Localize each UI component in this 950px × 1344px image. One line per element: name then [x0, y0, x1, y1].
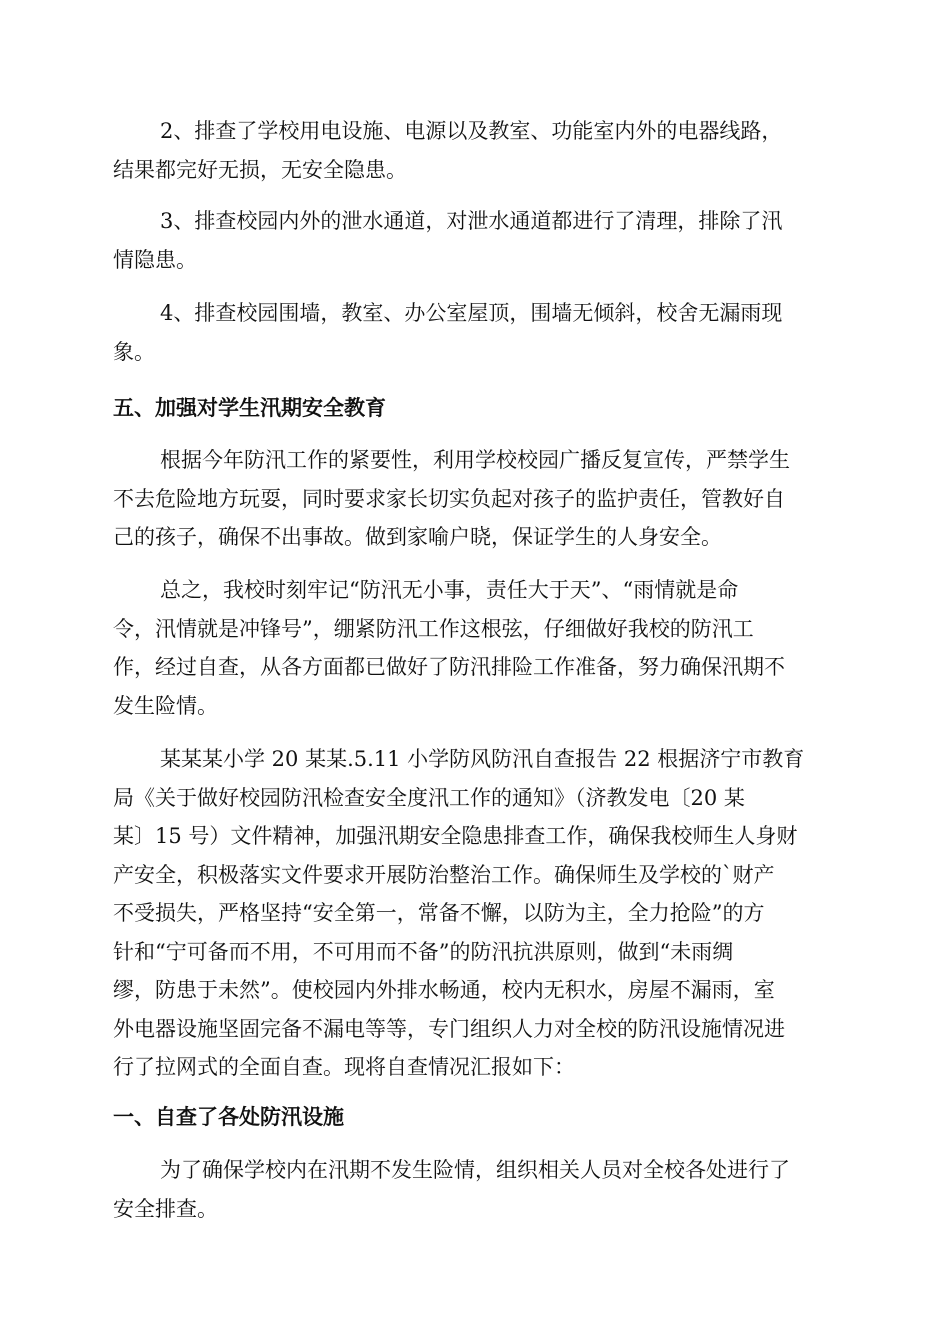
text-line: 己的孩子，确保不出事故。做到家喻户晓，保证学生的人身安全。 [113, 525, 722, 549]
text-line: 针和“宁可备而不用，不可用而不备”的防汛抗洪原则，做到“未雨绸 [113, 939, 734, 964]
text-line: 某〕15 号）文件精神，加强汛期安全隐患排查工作，确保我校师生人身财 [113, 824, 798, 848]
text-line: 缪，防患于未然”。使校园内外排水畅通，校内无积水，房屋不漏雨，室 [113, 978, 775, 1002]
text-line: 根据今年防汛工作的紧要性，利用学校校园广播反复宣传，严禁学生 [160, 448, 790, 472]
text-line: 总之，我校时刻牢记“防汛无小事，责任大于天”、“雨情就是命 [160, 578, 739, 602]
paragraph-summary [113, 571, 838, 725]
text-line: 局《关于做好校园防汛检查安全度汛工作的通知》（济教发电〔20 某 [113, 785, 745, 810]
text-line: 4、排查校园围墙，教室、办公室屋顶，围墙无倾斜，校舍无漏雨现 [160, 301, 783, 325]
text-line: 3、排查校园内外的泄水通道，对泄水通道都进行了清理，排除了汛 [160, 209, 783, 233]
text-line: 安全排查。 [113, 1196, 218, 1221]
text-line: 情隐患。 [113, 247, 197, 272]
section-heading-5: 五、加强对学生汛期安全教育 [113, 396, 386, 420]
text-line: 不受损失，严格坚持“安全第一，常备不懈，以防为主，全力抢险”的方 [113, 901, 765, 925]
text-line: 行了拉网式的全面自查。现将自查情况汇报如下： [113, 1055, 575, 1079]
text-line: 发生险情。 [113, 693, 218, 718]
text-line: 产安全，积极落实文件要求开展防治整治工作。确保师生及学校的`财产 [113, 862, 775, 887]
paragraph-education [113, 441, 838, 557]
paragraph-report [113, 740, 838, 1087]
paragraph-inspection [113, 1151, 838, 1228]
text-line: 某某某小学 20 某某.5.11 小学防风防汛自查报告 22 根据济宁市教育 [160, 747, 805, 771]
text-line: 结果都完好无损，无安全隐患。 [113, 157, 407, 182]
text-line: 作，经过自查，从各方面都已做好了防汛排险工作准备，努力确保汛期不 [113, 655, 785, 679]
paragraph-item-3 [113, 202, 838, 279]
text-line: 外电器设施坚固完备不漏电等等，专门组织人力对全校的防汛设施情况进 [113, 1016, 785, 1041]
text-line: 为了确保学校内在汛期不发生险情，组织相关人员对全校各处进行了 [160, 1158, 790, 1182]
text-line: 令，汛情就是冲锋号”，绷紧防汛工作这根弦，仔细做好我校的防汛工 [113, 616, 754, 641]
paragraph-item-2 [113, 112, 838, 189]
section-heading-1: 一、自查了各处防汛设施 [113, 1105, 344, 1129]
text-line: 不去危险地方玩耍，同时要求家长切实负起对孩子的监护责任，管教好自 [113, 486, 785, 511]
paragraph-item-4 [113, 294, 838, 371]
text-line: 象。 [113, 339, 155, 364]
text-line: 2、排查了学校用电设施、电源以及教室、功能室内外的电器线路， [160, 119, 783, 143]
